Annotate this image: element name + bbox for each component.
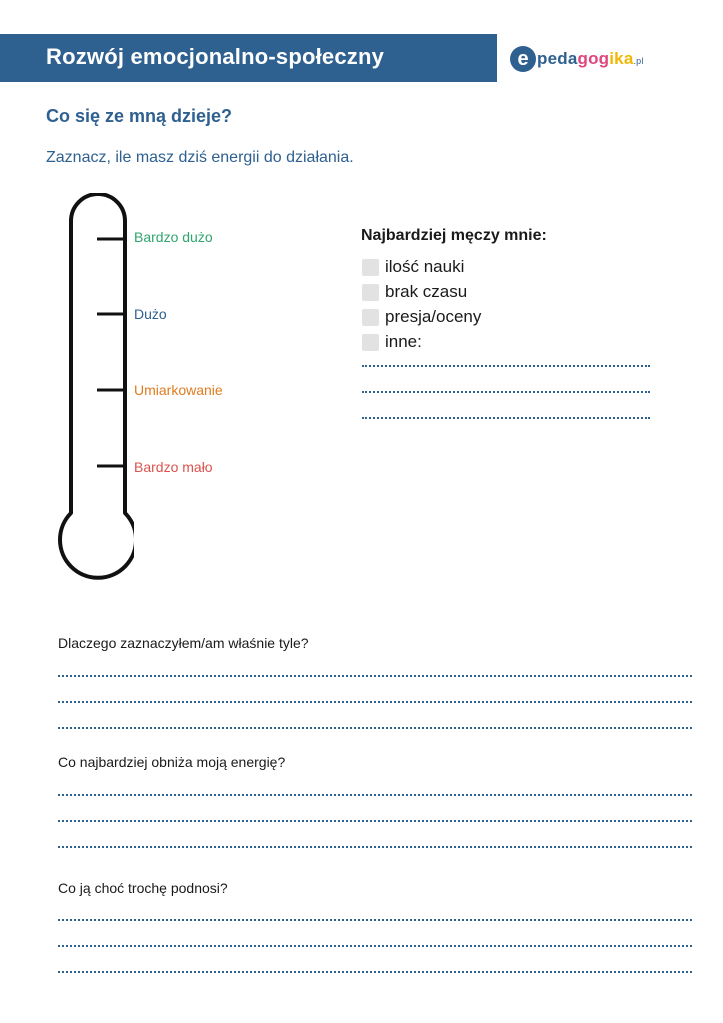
other-answer-line-2[interactable] — [362, 391, 650, 393]
logo-mark: e — [510, 46, 536, 72]
logo-wordmark — [537, 49, 644, 69]
logo-part-3: ika — [609, 49, 634, 68]
question-2: Co najbardziej obniża moją energię? — [58, 754, 286, 770]
fatigue-title: Najbardziej męczy mnie: — [361, 227, 547, 244]
answer-line-q3-3[interactable] — [58, 971, 692, 973]
answer-line-q2-3[interactable] — [58, 846, 692, 848]
answer-line-q3-2[interactable] — [58, 945, 692, 947]
checkbox-label: presja/oceny — [385, 307, 482, 326]
checkbox-label: brak czasu — [385, 282, 468, 301]
answer-line-q2-2[interactable] — [58, 820, 692, 822]
answer-line-q1-1[interactable] — [58, 675, 692, 677]
epedagogika-logo[interactable] — [510, 44, 644, 74]
checkbox-label: inne: — [385, 332, 422, 351]
section-title: Co się ze mną dzieje? — [46, 106, 233, 126]
level-label-moderate: Umiarkowanie — [134, 382, 223, 398]
logo-part-2: gog — [577, 49, 610, 68]
checkbox-item-pressure-grades[interactable] — [362, 307, 481, 327]
level-label-very-low: Bardzo mało — [134, 459, 213, 475]
checkbox-item-study-amount[interactable] — [362, 257, 464, 277]
checkbox[interactable] — [362, 334, 379, 351]
checkbox[interactable] — [362, 259, 379, 276]
other-answer-line-1[interactable] — [362, 365, 650, 367]
checkbox-item-lack-of-time[interactable] — [362, 282, 467, 302]
answer-line-q2-1[interactable] — [58, 794, 692, 796]
checkbox[interactable] — [362, 309, 379, 326]
answer-line-q3-1[interactable] — [58, 919, 692, 921]
other-answer-line-3[interactable] — [362, 417, 650, 419]
page-title: Rozwój emocjonalno-społeczny — [46, 44, 385, 69]
checkbox-item-other[interactable] — [362, 332, 422, 352]
checkbox[interactable] — [362, 284, 379, 301]
logo-part-1: peda — [537, 49, 578, 68]
question-3: Co ją choć trochę podnosi? — [58, 880, 228, 896]
answer-line-q1-2[interactable] — [58, 701, 692, 703]
question-1: Dlaczego zaznaczyłem/am właśnie tyle? — [58, 635, 309, 651]
level-label-very-high: Bardzo dużo — [134, 229, 213, 245]
instruction-text: Zaznacz, ile masz dziś energii do działania. — [46, 149, 354, 166]
answer-line-q1-3[interactable] — [58, 727, 692, 729]
logo-suffix: .pl — [633, 56, 644, 66]
thermometer-icon — [44, 193, 134, 607]
level-label-high: Dużo — [134, 306, 167, 322]
checkbox-label: ilość nauki — [385, 257, 465, 276]
